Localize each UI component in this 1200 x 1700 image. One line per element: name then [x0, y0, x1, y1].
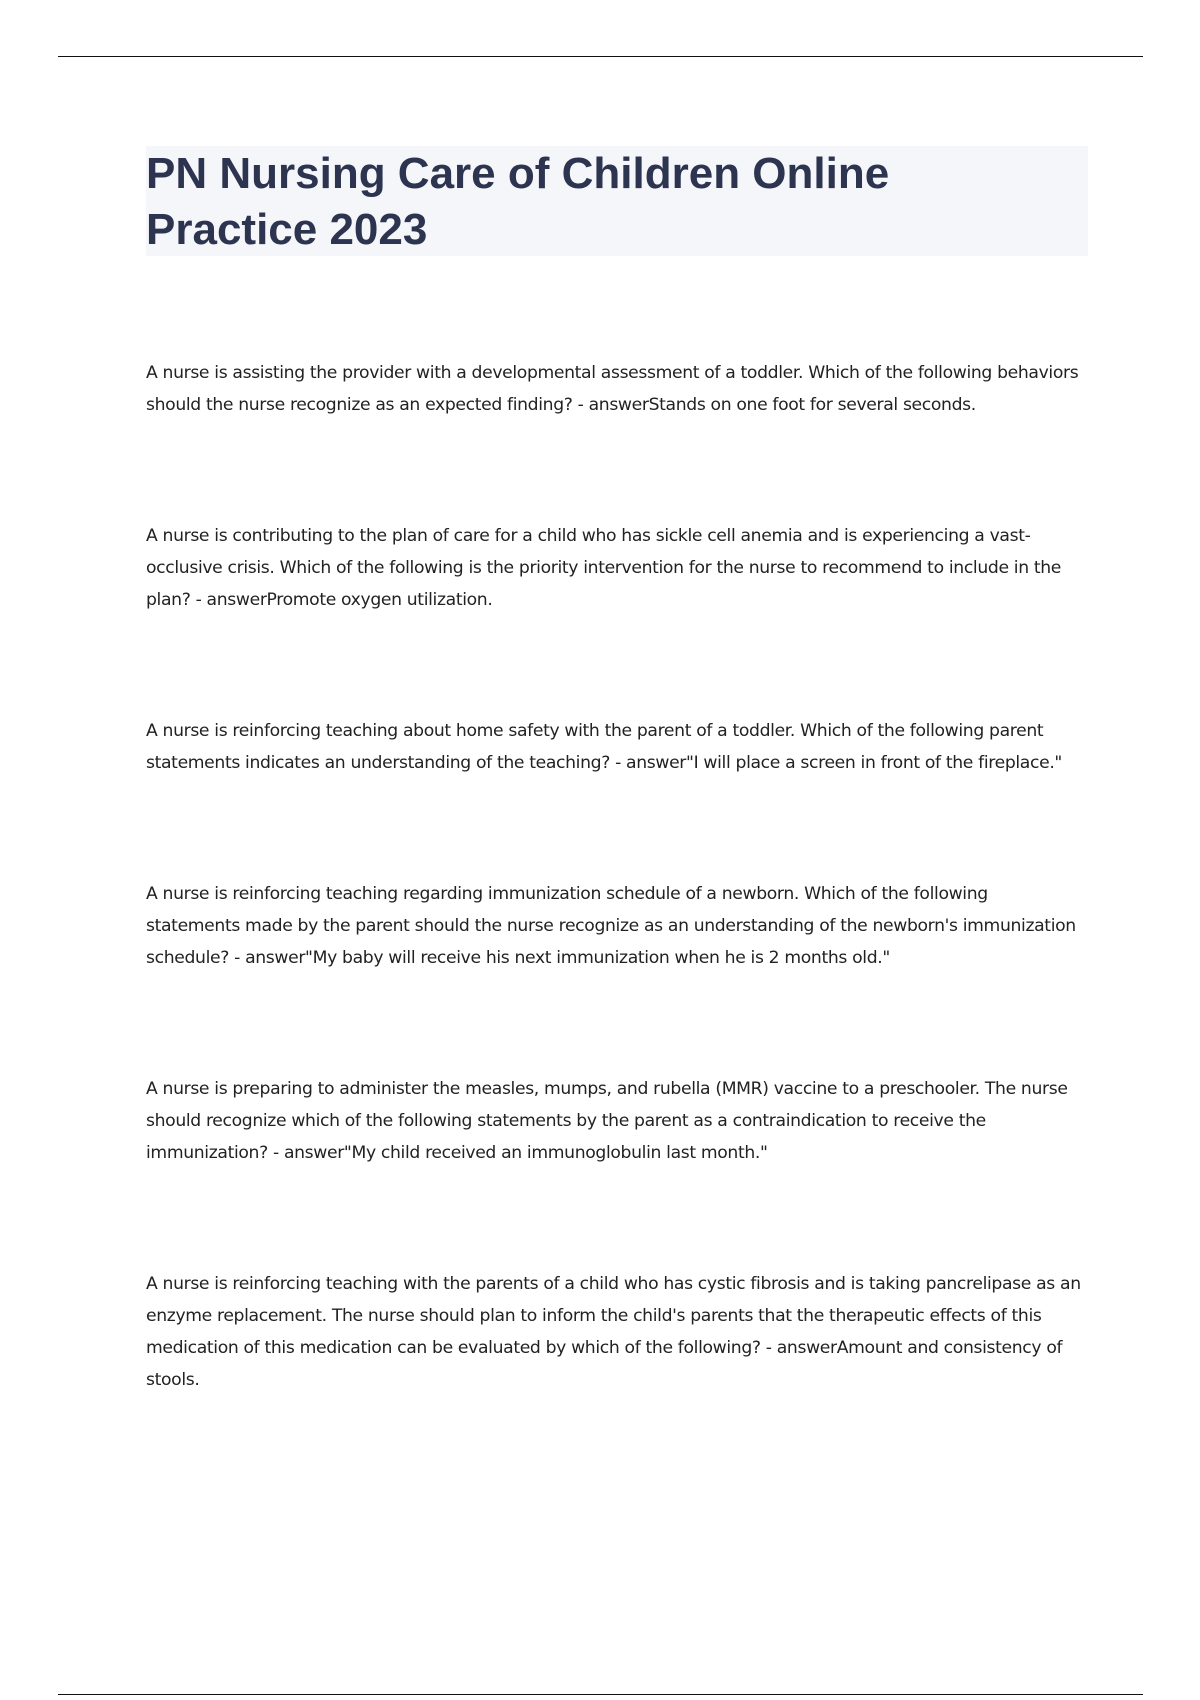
question-answer-item: A nurse is contributing to the plan of care for a child who has sickle cell anemia and is experiencing a vast-occlusive crisis. Which of the following is the priority intervention for the nurse to recommend to include in the plan? - answerPromote oxygen utilization. [146, 526, 1062, 610]
question-answer-item: A nurse is preparing to administer the measles, mumps, and rubella (MMR) vaccine to a preschooler. The nurse should recognize which of the following statements by the parent as a contraindication to receive the immunization? - answer"My child received an immunoglobulin last month." [146, 1079, 1068, 1163]
header-rule [58, 56, 1143, 57]
question-answer-item: A nurse is assisting the provider with a developmental assessment of a toddler. Which of the following behaviors should the nurse recognize as an expected finding? - answerStands on one foot for several seconds. [146, 363, 1079, 415]
question-answer-item: A nurse is reinforcing teaching with the parents of a child who has cystic fibrosis and is taking pancrelipase as an enzyme replacement. The nurse should plan to inform the child's parents that the therapeutic effects of this medication of this medication can be evaluated by which of the following? - answerAmount and consistency of stools. [146, 1274, 1081, 1390]
question-answer-item: A nurse is reinforcing teaching about home safety with the parent of a toddler. Which of the following parent statements indicates an understanding of the teaching? - answer"I will place a screen in front of the fireplace." [146, 721, 1062, 773]
footer-rule [58, 1694, 1143, 1695]
question-list [146, 357, 1086, 1495]
question-answer-item: A nurse is reinforcing teaching regarding immunization schedule of a newborn. Which of the following statements made by the parent should the nurse recognize as an understanding of the newborn's immunization schedule? - answer"My baby will receive his next immunization when he is 2 months old." [146, 884, 1076, 968]
page-title: PN Nursing Care of Children Online Practice 2023 [146, 149, 890, 254]
